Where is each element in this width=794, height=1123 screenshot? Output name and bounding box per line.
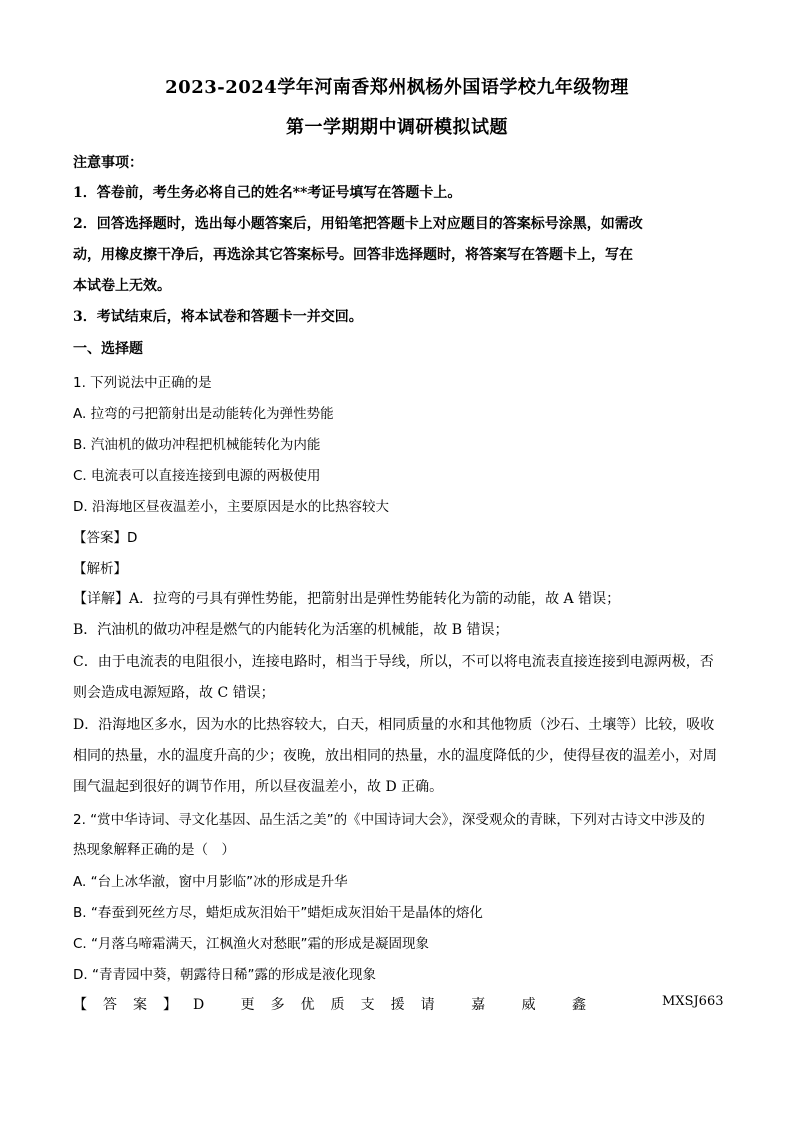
q1-detail-a: 【详解】A．拉弯的弓具有弹性势能，把箭射出是弹性势能转化为箭的动能，故 A 错误； — [73, 591, 621, 607]
q1-option-a: A. 拉弯的弓把箭射出是动能转化为弹性势能 — [73, 406, 334, 422]
section-heading: 一、选择题 — [73, 341, 143, 357]
title-line-1: 2023-2024学年河南香郑州枫杨外国语学校九年级物理 — [165, 77, 629, 98]
notes-heading: 注意事项： — [73, 155, 143, 171]
q2-option-d: D. “青青园中葵，朝露待日稀”露的形成是液化现象 — [73, 967, 376, 983]
note-3: 3．考试结束后，将本试卷和答题卡一并交回。 — [73, 309, 363, 325]
q1-option-c: C. 电流表可以直接连接到电源的两极使用 — [73, 468, 321, 484]
q1-detail-d-line-2: 相同的热量，水的温度升高的少；夜晚，放出相同的热量，水的温度降低的少，使得昼夜的温差小，对周 — [73, 748, 717, 764]
q1-option-b: B. 汽油机的做功冲程把机械能转化为内能 — [73, 437, 321, 453]
title-line-2: 第一学期期中调研模拟试题 — [286, 117, 508, 138]
q1-detail-c-line-1: C．由于电流表的电阻很小，连接电路时，相当于导线，所以，不可以将电流表直接连接到电源两极，否 — [73, 654, 714, 670]
q2-option-a: A. “台上冰华澈，窗中月影临”冰的形成是升华 — [73, 874, 348, 890]
q2-stem-line-1: 2. “赏中华诗词、寻文化基因、品生活之美”的《中国诗词大会》，深受观众的青睐，下列对古诗文中涉及的 — [73, 812, 705, 828]
q1-stem: 1. 下列说法中正确的是 — [73, 375, 212, 391]
q1-detail-d-line-1: D．沿海地区多水，因为水的比热容较大，白天，相同质量的水和其他物质（沙石、土壤等）比较，吸收 — [73, 717, 715, 733]
q2-stem-line-2: 热现象解释正确的是（ ） — [73, 842, 235, 858]
q1-answer: 【答案】D — [73, 530, 138, 546]
q2-option-c: C. “月落乌啼霜满天，江枫渔火对愁眠”霜的形成是凝固现象 — [73, 936, 429, 952]
q1-detail-d-line-3: 围气温起到很好的调节作用，所以昼夜温差小，故 D 正确。 — [73, 779, 444, 795]
q1-option-d: D. 沿海地区昼夜温差小，主要原因是水的比热容较大 — [73, 499, 389, 515]
q2-option-b: B. “春蚕到死丝方尽，蜡炬成灰泪始干”蜡炬成灰泪始干是晶体的熔化 — [73, 905, 483, 921]
q2-answer-footer: 【答案】D 更多优质支援请 嘉 威 鑫 — [73, 997, 603, 1013]
note-1: 1．答卷前，考生务必将自己的姓名**考证号填写在答题卡上。 — [73, 185, 462, 201]
q1-analysis-label: 【解析】 — [73, 561, 127, 577]
note-2-line-2: 动，用橡皮擦干净后，再选涂其它答案标号。回答非选择题时，将答案写在答题卡上，写在 — [73, 247, 633, 263]
document-code: MXSJ663 — [662, 994, 724, 1009]
q1-detail-b: B．汽油机的做功冲程是燃气的内能转化为活塞的机械能，故 B 错误； — [73, 622, 509, 638]
note-2-line-3: 本试卷上无效。 — [73, 278, 171, 294]
q1-detail-c-line-2: 则会造成电源短路，故 C 错误； — [73, 685, 275, 701]
note-2-line-1: 2．回答选择题时，选出每小题答案后，用铅笔把答题卡上对应题目的答案标号涂黑，如需改 — [73, 216, 643, 232]
